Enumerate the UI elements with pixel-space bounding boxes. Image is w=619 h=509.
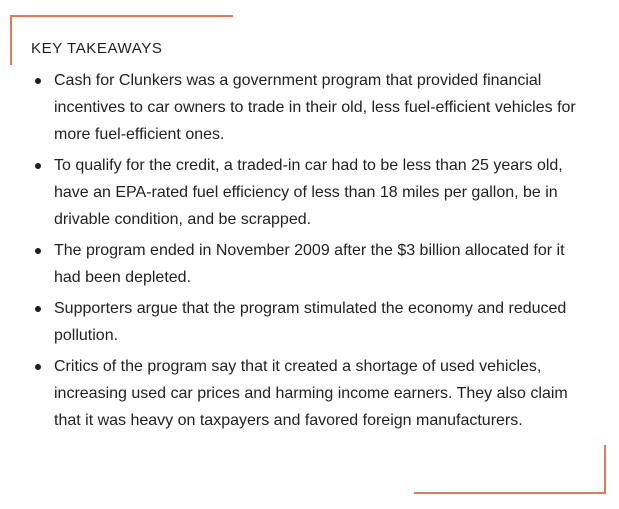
list-item-text: Critics of the program say that it created a shortage of used vehicles, increasing used car prices and harming income earners. They also claim that it was heavy on taxpayers and favored foreign manufacturers. (54, 358, 568, 429)
list-item-text: Cash for Clunkers was a government program that provided financial incentives to car owners to trade in their old, less fuel-efficient vehicles for more fuel-efficient ones. (54, 72, 576, 143)
bullet-icon (35, 248, 41, 254)
bottom-right-accent-vertical (604, 445, 606, 494)
takeaways-list (32, 67, 592, 438)
bullet-icon (35, 163, 41, 169)
top-left-accent-vertical (10, 15, 12, 65)
key-takeaways-heading: KEY TAKEAWAYS (31, 40, 163, 57)
list-item (32, 237, 592, 291)
list-item (32, 67, 592, 148)
list-item-text: To qualify for the credit, a traded-in car had to be less than 25 years old, have an EPA-rated fuel efficiency of less than 18 miles per gallon, be in drivable condition, and be scrapped. (54, 157, 563, 228)
bullet-icon (35, 306, 41, 312)
bullet-icon (35, 78, 41, 84)
list-item-text: Supporters argue that the program stimulated the economy and reduced pollution. (54, 300, 567, 344)
top-left-accent-horizontal (10, 15, 233, 17)
list-item (32, 152, 592, 233)
bottom-right-accent-horizontal (414, 492, 606, 494)
list-item (32, 295, 592, 349)
list-item-text: The program ended in November 2009 after the $3 billion allocated for it had been depleted. (54, 242, 565, 286)
list-item (32, 353, 592, 434)
bullet-icon (35, 364, 41, 370)
